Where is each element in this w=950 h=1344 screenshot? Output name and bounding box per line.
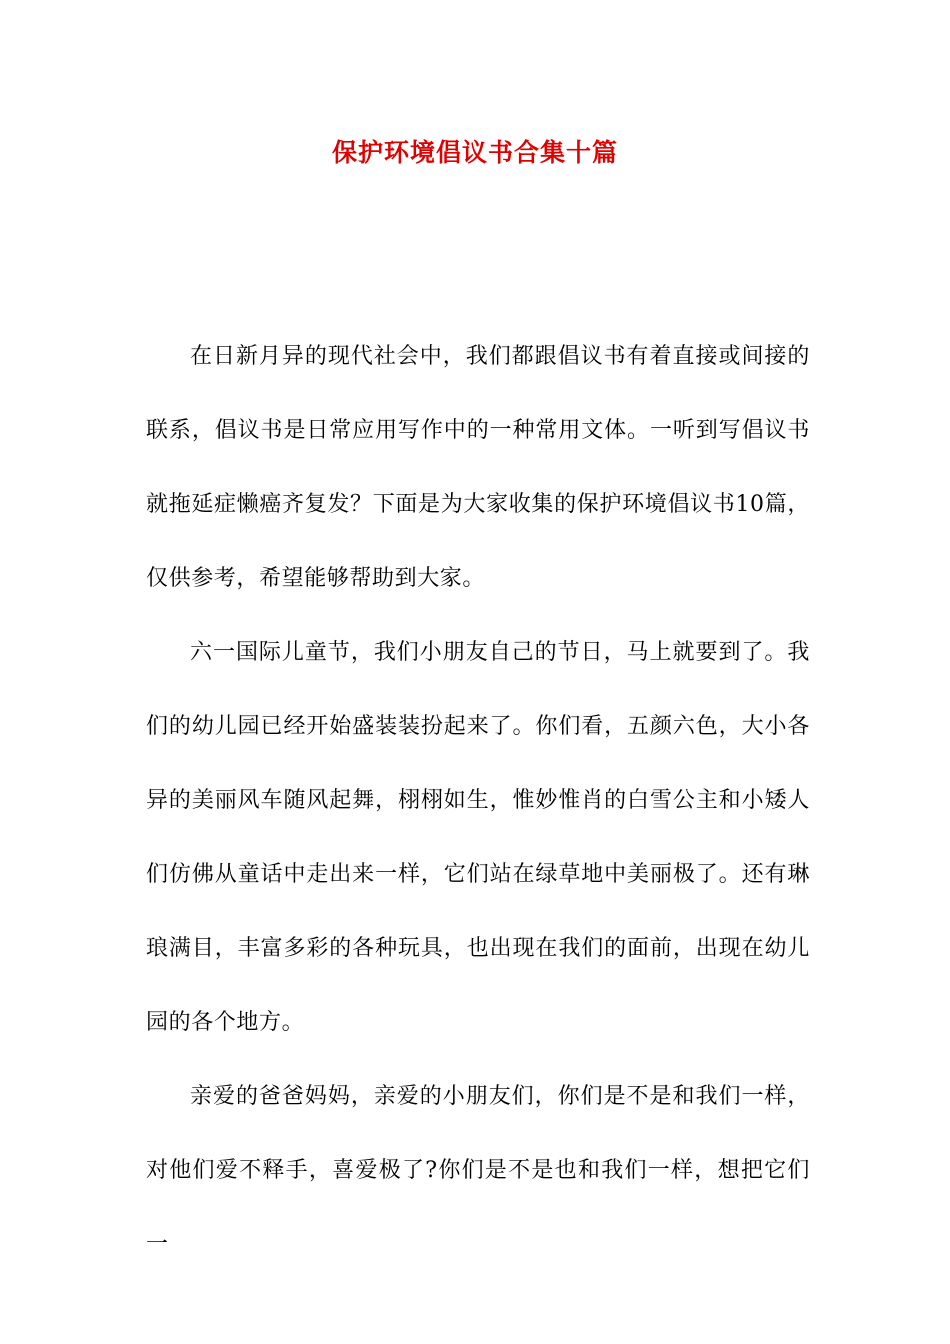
paragraph-1: 在日新月异的现代社会中，我们都跟倡议书有着直接或间接的联系，倡议书是日常应用写作中的一种常用文体。一听到写倡议书就拖延症懒癌齐复发？下面是为大家收集的保护环境倡议书10篇，仅供参考，希望能够帮助到大家。: [146, 344, 810, 591]
paragraph-3: 亲爱的爸爸妈妈，亲爱的小朋友们，你们是不是和我们一样，对他们爱不释手，喜爱极了?你们是不是也和我们一样，想把它们一: [146, 1084, 810, 1257]
document-title: 保护环境倡议书合集十篇: [331, 138, 618, 167]
paragraph-2: 六一国际儿童节，我们小朋友自己的节日，马上就要到了。我们的幼儿园已经开始盛装装扮起来了。你们看，五颜六色，大小各异的美丽风车随风起舞，栩栩如生，惟妙惟肖的白雪公主和小矮人们仿佛从童话中走出来一样，它们站在绿草地中美丽极了。还有琳琅满目，丰富多彩的各种玩具，也出现在我们的面前，出现在幼儿园的各个地方。: [146, 640, 810, 1035]
document-body: [146, 320, 810, 1282]
